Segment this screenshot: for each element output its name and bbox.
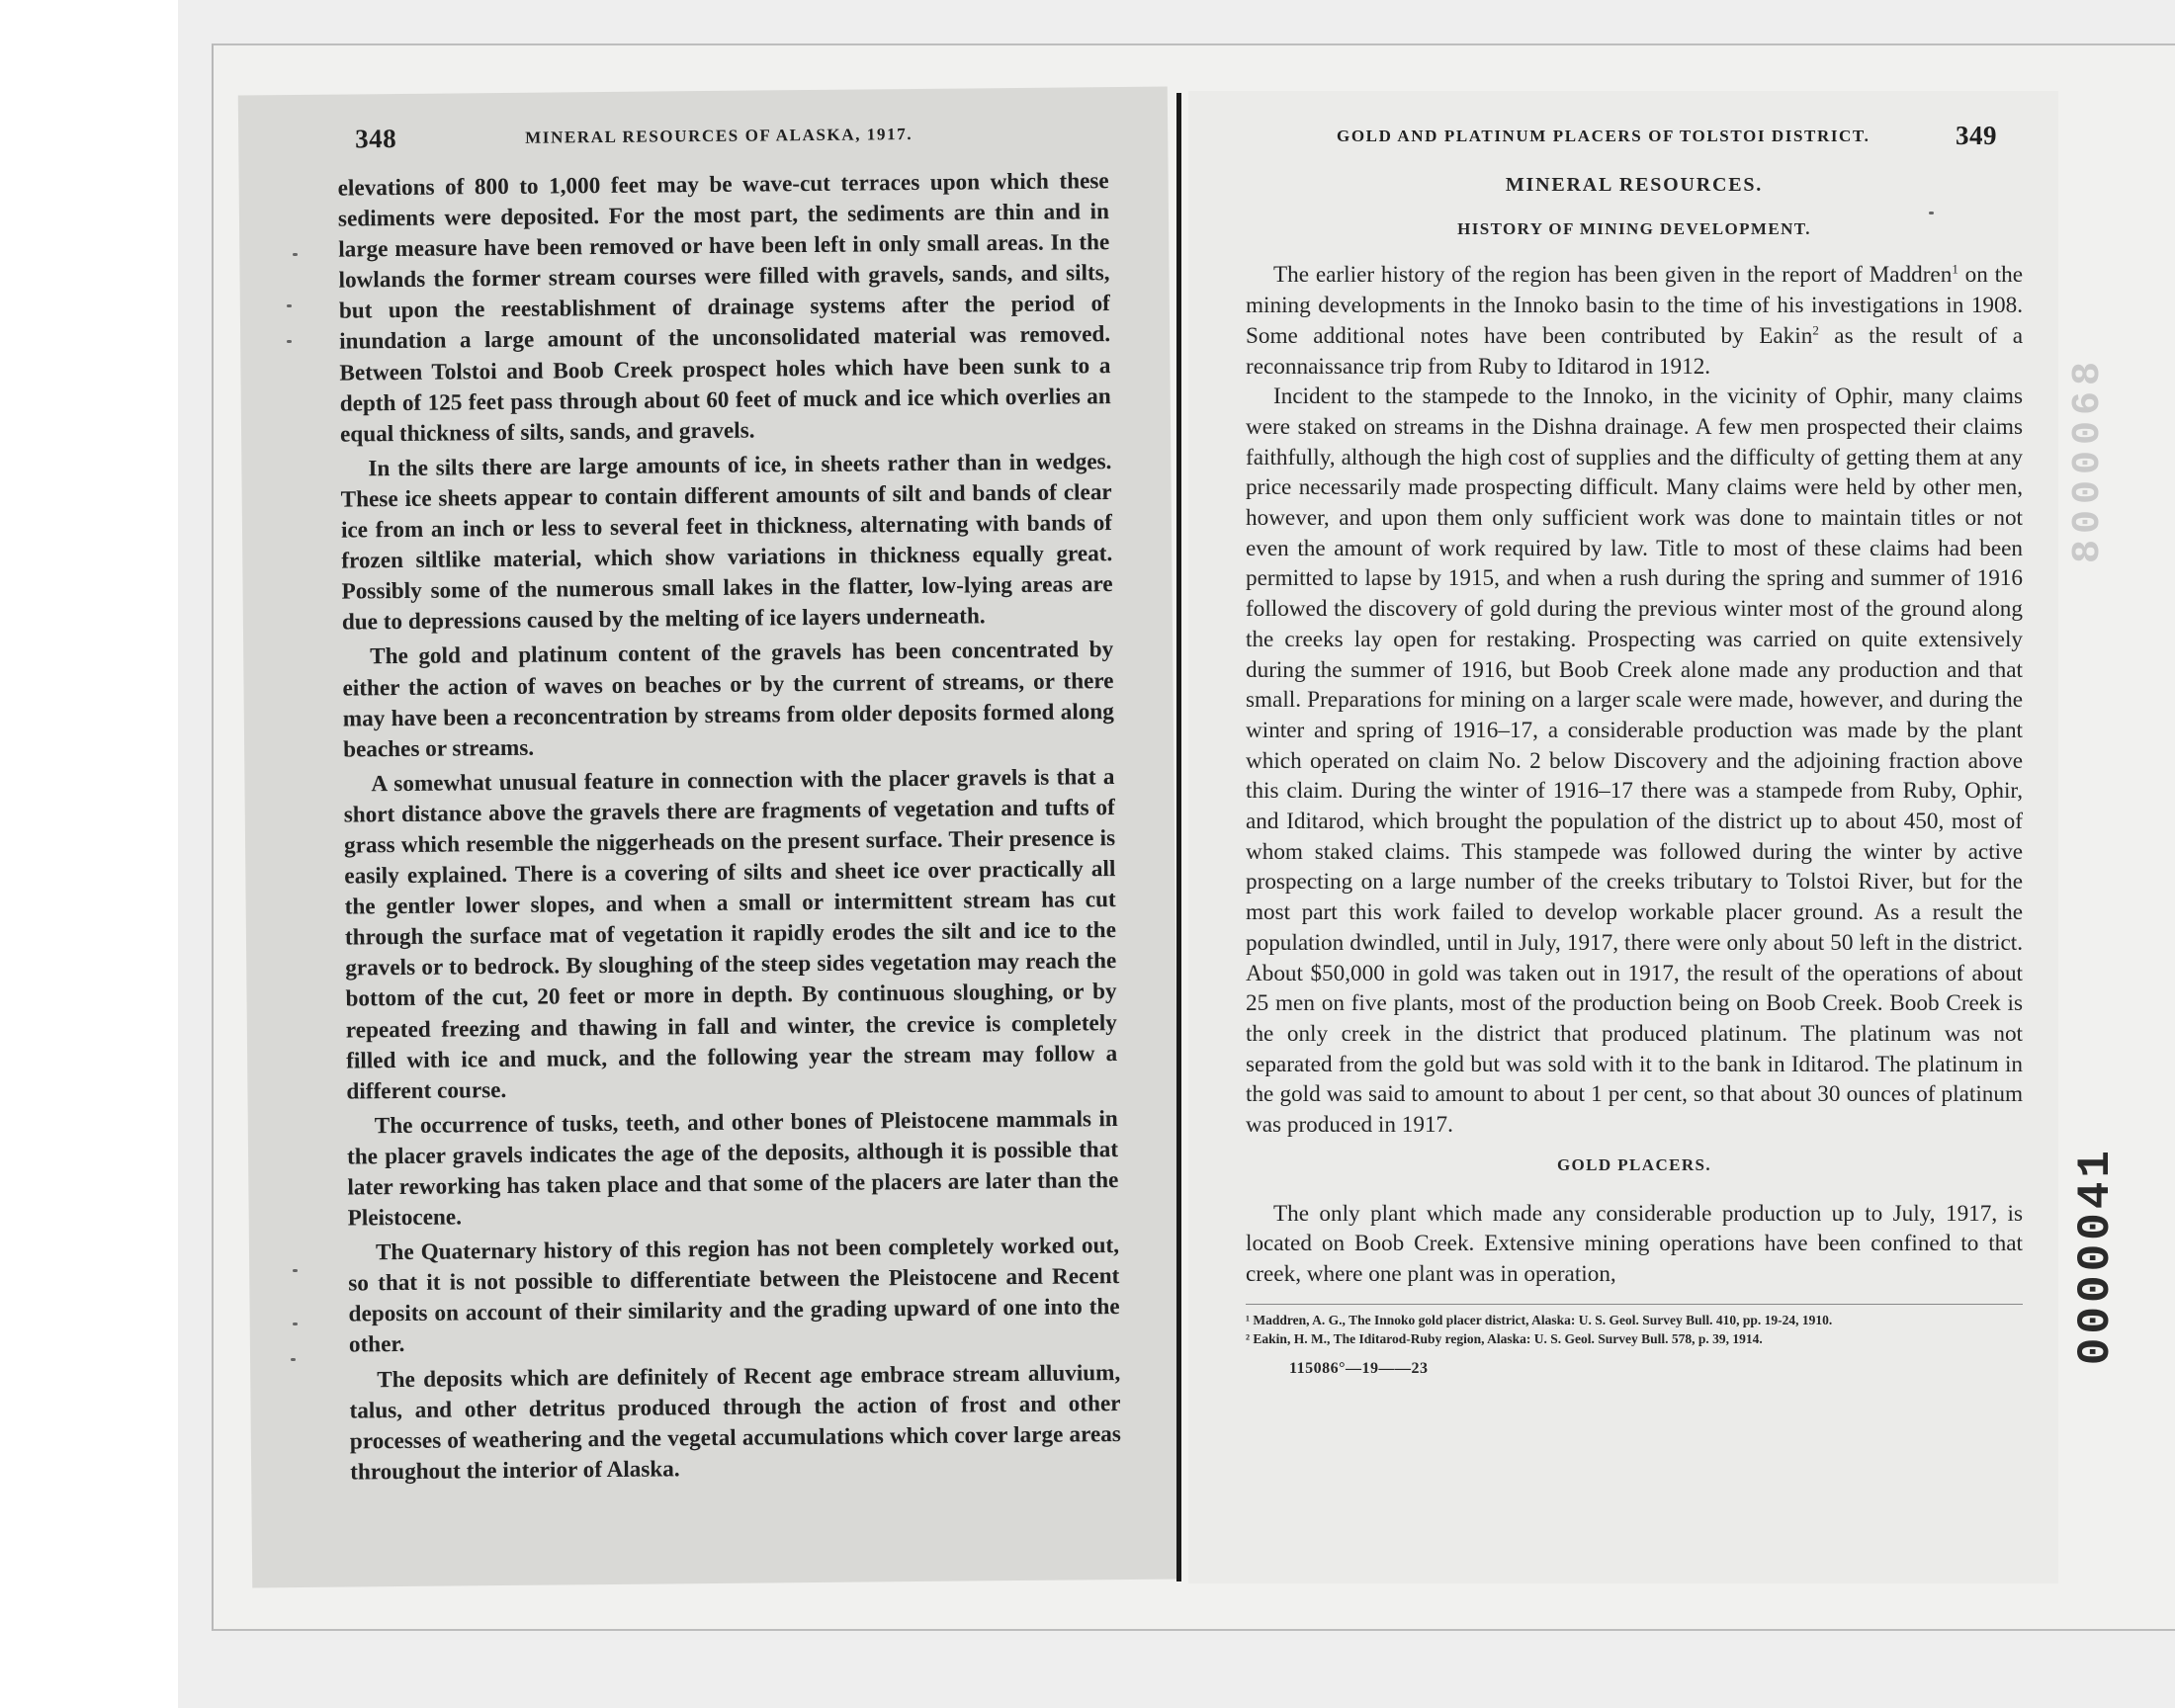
footnote: ² Eakin, H. M., The Iditarod-Ruby region, Alaska: U. S. Geol. Survey Bull. 578, p. 39, 1914.: [1246, 1330, 1763, 1346]
scanner-margin: [0, 0, 178, 1708]
left-paragraph: The Quaternary history of this region has not been completely worked out, so that it is not possible to differentiate between the Pleistocene and Recent deposits on account of their similarity and the grading upward of one into the other.: [348, 1233, 1120, 1358]
left-paragraph: The deposits which are definitely of Recent age embrace stream alluvium, talus, and other detritus produced through the action of frost and other processes of weathering and the vegetal accumulations which cover large areas throughout the interior of Alaska.: [349, 1359, 1121, 1486]
gold-placers-heading: GOLD PLACERS.: [1556, 1154, 1712, 1174]
left-head-title: MINERAL RESOURCES OF ALASKA, 1917.: [525, 124, 914, 147]
frame-number-stamp: 0000041: [2070, 1147, 2122, 1366]
print-signature-mark: 115086°—19——23: [1289, 1359, 1429, 1377]
right-running-head: [1188, 121, 2058, 156]
margin-speck: [287, 340, 292, 343]
footnote-ref: 2: [1812, 322, 1819, 338]
section-heading: MINERAL RESOURCES.: [1505, 174, 1764, 196]
faint-frame-number: 8000068: [2066, 356, 2111, 564]
paragraph-text: The earlier history of the region has been given in the report of Maddren: [1273, 262, 1953, 289]
right-head-title: GOLD AND PLATINUM PLACERS OF TOLSTOI DISTRICT.: [1337, 127, 1870, 145]
footnote-rule: [1246, 1304, 2023, 1305]
right-paragraph: The only plant which made any considerable production up to July, 1917, is located on Boob Creek. Extensive mining operations have been confined to that creek, where one plant was in operation,: [1246, 1200, 2023, 1287]
left-paragraph: A somewhat unusual feature in connection with the placer gravels is that a short distance above the gravels there are fragments of vegetation and tufts of grass which resemble the niggerheads on the present surface. Their presence is easily explained. There is a covering of silts and sheet ice over practically all the gentler lower slopes, and when a small or intermittent stream has cut through the surface mat of vegetation it rapidly erodes the silt and ice to the gravels or to bedrock. By sloughing of the steep sides vegetation may reach the bottom of the cut, 20 feet or more in depth. By continuous sloughing, or by repeated freezing and thawing in fall and winter, the crevice is completely filled with ice and muck, and the following year the stream may follow a different course.: [343, 763, 1118, 1105]
margin-speck: [287, 304, 292, 307]
left-paragraph: In the silts there are large amounts of ice, in sheets rather than in wedges. These ice sheets appear to contain different amounts of silt and bands of clear ice from an inch or less to several feet in thickness, alternating with bands of frozen siltlike material, which show variations in thickness equally great. Possibly some of the numerous small lakes in the flatter, low-lying areas are due to depressions caused by the melting of ice layers underneath.: [340, 448, 1113, 636]
subsection-heading: HISTORY OF MINING DEVELOPMENT.: [1457, 218, 1811, 238]
book-spine: [1176, 93, 1181, 1581]
left-paragraph: elevations of 800 to 1,000 feet may be wave-cut terraces upon which these sediments were deposited. For the most part, the sediments are thin and in large measure have been removed or have been left in only small areas. In the lowlands the former stream courses were filled with gravels, sands, and silts, but upon the reestablishment of drainage systems after the period of inundation a large amount of the unconsolidated material was removed. Between Tolstoi and Boob Creek prospect holes which have been sunk to a depth of 125 feet pass through about 60 feet of muck and ice which overlies an equal thickness of silts, sands, and gravels.: [337, 168, 1111, 448]
paragraph-text: on the mining developments in the Innoko basin to the time of his investigations in 1908. Some additional notes have been contributed by Eakin: [1246, 262, 2023, 349]
left-body-text: [338, 166, 1122, 1492]
right-body-text: [1246, 170, 2023, 1384]
left-page: [238, 87, 1181, 1588]
footnote-ref: 1: [1952, 261, 1958, 277]
left-running-head: [238, 117, 1168, 161]
right-paragraph: Incident to the stampede to the Innoko, in the vicinity of Ophir, many claims were staked on streams in the Dishna drainage. A few men prospected their claims faithfully, although the high cost of supplies and the difficulty of getting them at any price necessarily made prospecting difficult. Many claims were held by other men, however, and upon them only sufficient work was done to maintain titles or not even the amount of work required by law. Title to most of these claims had been permitted to lapse by 1915, and when a rush during the spring and summer of 1916 followed the discovery of gold during the previous winter most of the ground along the creeks lay open for restaking. Prospecting was carried on quite extensively during the summer of 1916, but Boob Creek alone made any production and that small. Preparations for mining on a larger scale were made, however, and during the winter and spring of 1916–17, a considerable production was made by the plant which operated on claim No. 2 below Discovery and the adjoining fraction above this claim. During the winter of 1916–17 there was a stampede from Ruby, Ophir, and Iditarod, which brought the population of the district up to about 450, most of whom staked claims. This stampede was followed during the winter by active prospecting on a large number of the creeks tributary to Tolstoi River, but for the most part this work failed to develop workable placer ground. As a result the population dwindled, until in July, 1917, there were only about 50 left in the district. About $50,000 in gold was taken out in 1917, the result of the operations of about 25 men on five plants, most of the production being on Boob Creek. Boob Creek is the only creek in the district that produced platinum. The platinum was not separated from the gold but was sold with it to the bank in Iditarod. The platinum in the gold was said to amount to about 1 per cent, so that about 30 ounces of platinum was produced in 1917.: [1246, 384, 2023, 1139]
footnote: ¹ Maddren, A. G., The Innoko gold placer district, Alaska: U. S. Geol. Survey Bull. 410, pp. 19-24, 1910.: [1246, 1312, 1833, 1327]
left-paragraph: The occurrence of tusks, teeth, and other bones of Pleistocene mammals in the placer gravels indicates the age of the deposits, although it is possible that later reworking has taken place and that some of the placers are later than the Pleistocene.: [346, 1105, 1119, 1232]
margin-speck: [1929, 212, 1934, 214]
margin-speck: [293, 1323, 298, 1325]
paragraph-text: as the result of a reconnaissance trip from Ruby to Iditarod in 1912.: [1246, 322, 2024, 380]
margin-speck: [293, 1269, 298, 1272]
left-page-number: 348: [355, 124, 397, 154]
margin-speck: [293, 253, 298, 256]
margin-speck: [291, 1358, 296, 1361]
right-page: [1188, 91, 2058, 1583]
right-page-number: 349: [1956, 121, 1997, 150]
left-paragraph: The gold and platinum content of the gravels has been concentrated by either the action of waves on beaches or by the current of streams, or there may have been a reconcentration by streams from older deposits formed along beaches or streams.: [342, 637, 1114, 763]
right-paragraph: [1246, 260, 2023, 382]
